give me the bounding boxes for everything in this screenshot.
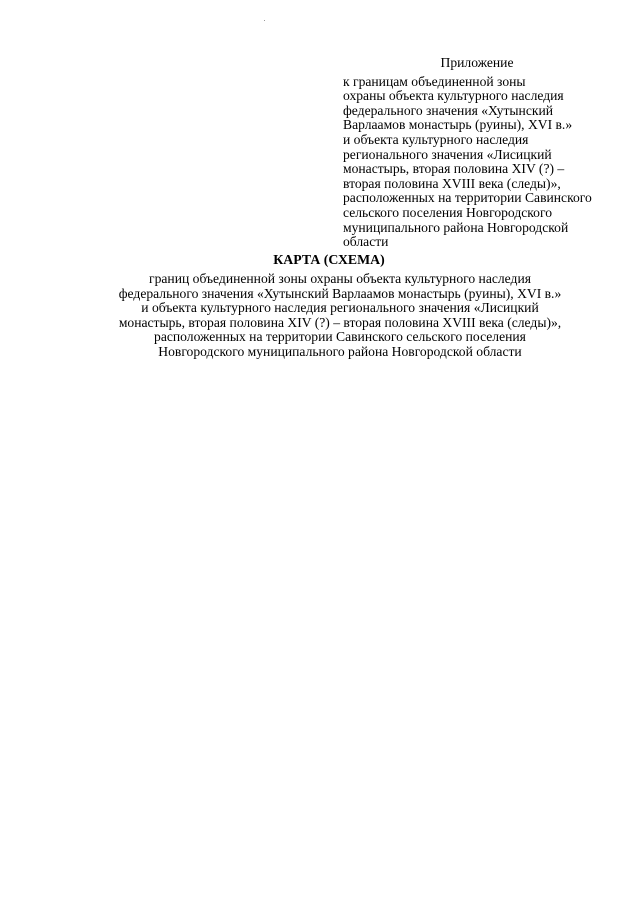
subtitle-line: и объекта культурного наследия регионального значения «Лисицкий — [141, 300, 539, 316]
appendix-line: охраны объекта культурного наследия — [343, 88, 564, 104]
appendix-line: и объекта культурного наследия — [343, 131, 529, 147]
appendix-line: Варлаамов монастырь (руины), XVI в.» — [343, 117, 573, 133]
appendix-line: к границам объединенной зоны — [343, 73, 526, 89]
page-speck — [264, 20, 265, 21]
subtitle-line: федерального значения «Хутынский Варлаамов монастырь (руины), XVI в.» — [118, 285, 562, 301]
appendix-line: вторая половина XVIII века (следы)», — [343, 175, 561, 191]
appendix-line: сельского поселения Новгородского — [343, 204, 553, 220]
appendix-line: регионального значения «Лисицкий — [343, 146, 552, 162]
appendix-heading: Приложение — [440, 55, 514, 70]
appendix-block — [343, 56, 605, 250]
document-title: КАРТА (СХЕМА) — [273, 252, 385, 267]
appendix-line: области — [343, 234, 389, 250]
appendix-line: расположенных на территории Савинского — [343, 190, 592, 206]
subtitle-line: расположенных на территории Савинского сельского поселения — [154, 329, 526, 345]
subtitle-line: монастырь, вторая половина XIV (?) – вторая половина XVIII века (следы)», — [118, 314, 562, 330]
subtitle-line: Новгородского муниципального района Новгородской области — [158, 343, 522, 359]
appendix-line: федерального значения «Хутынский — [343, 102, 554, 118]
document-subtitle — [0, 272, 640, 360]
appendix-line: муниципального района Новгородской — [343, 219, 569, 235]
subtitle-line: границ объединенной зоны охраны объекта культурного наследия — [149, 271, 531, 286]
appendix-line: монастырь, вторая половина XIV (?) – — [343, 161, 565, 177]
